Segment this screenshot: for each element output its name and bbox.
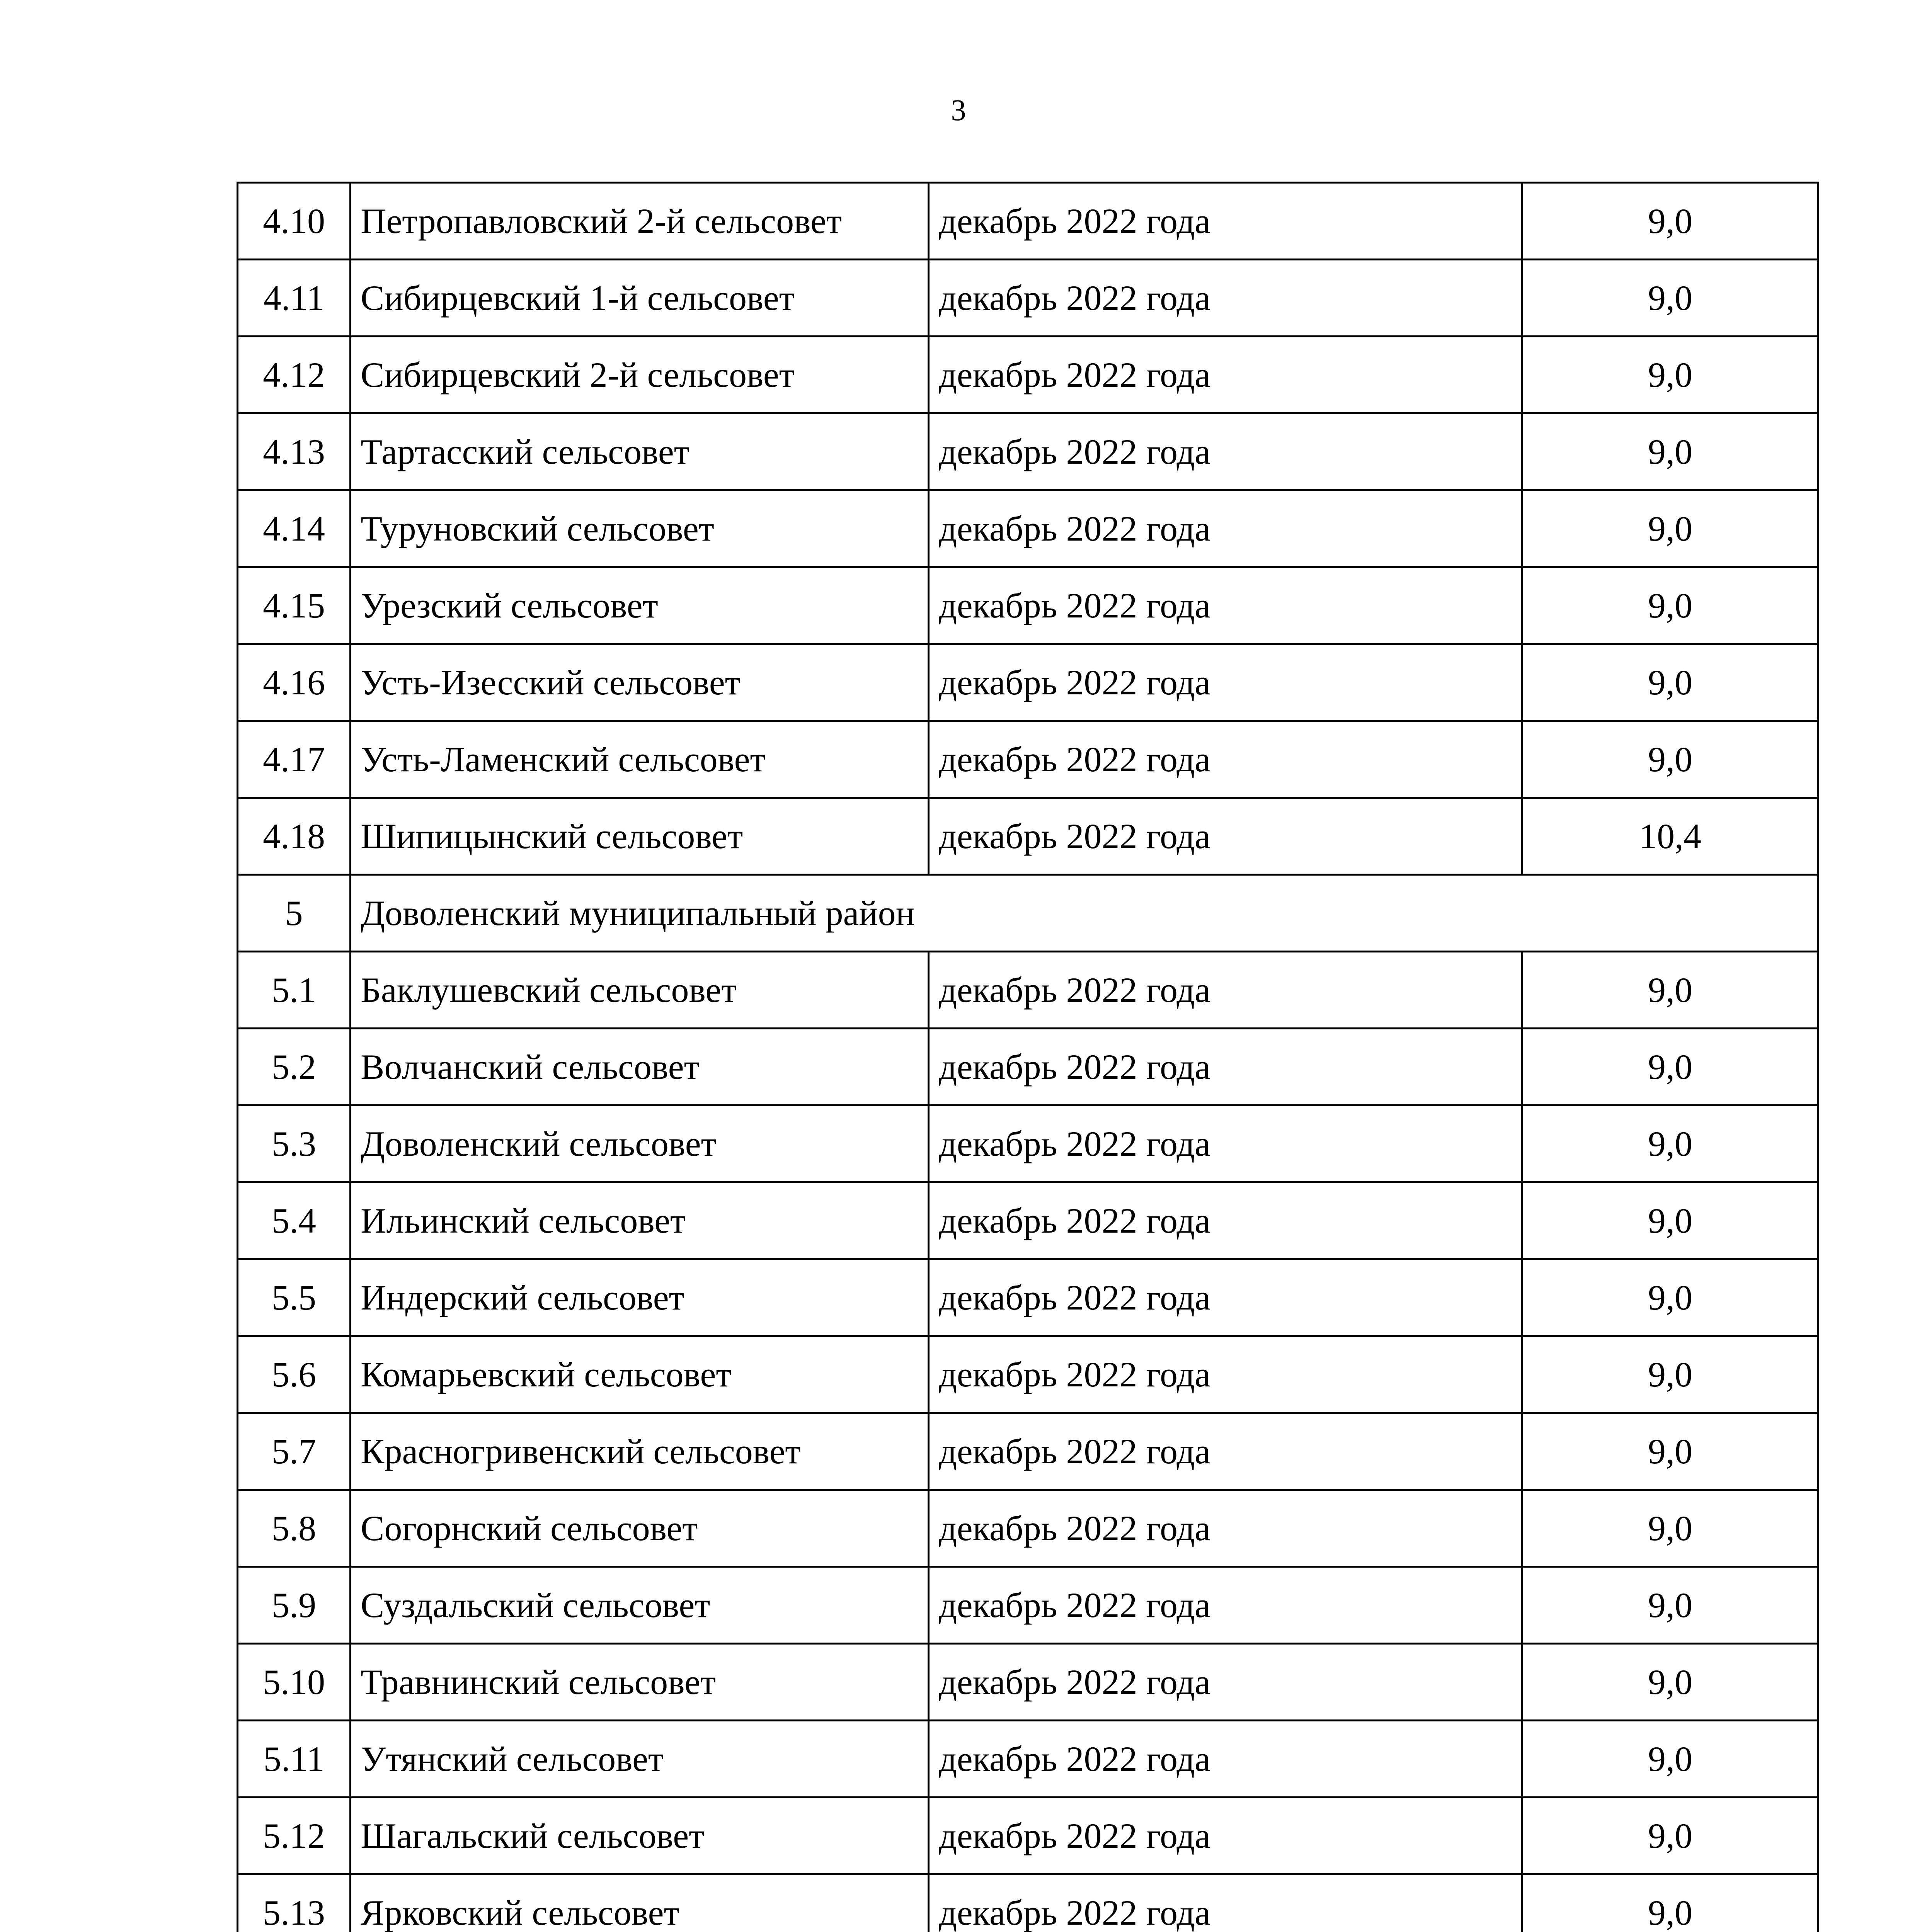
settlement-name: Ярковский сельсовет [351, 1874, 929, 1932]
table-row [238, 1644, 1818, 1721]
row-number: 5.11 [238, 1721, 351, 1798]
settlement-name: Комарьевский сельсовет [351, 1336, 929, 1413]
value-cell: 9,0 [1522, 567, 1818, 644]
settlement-name: Красногривенский сельсовет [351, 1413, 929, 1490]
settlement-name: Урезский сельсовет [351, 567, 929, 644]
value-cell: 9,0 [1522, 413, 1818, 490]
period-cell: декабрь 2022 года [929, 1798, 1522, 1874]
row-number: 5.7 [238, 1413, 351, 1490]
settlement-name: Суздальский сельсовет [351, 1567, 929, 1644]
period-cell: декабрь 2022 года [929, 337, 1522, 413]
row-number: 5.9 [238, 1567, 351, 1644]
row-number: 4.12 [238, 337, 351, 413]
row-number: 4.17 [238, 721, 351, 798]
period-cell: декабрь 2022 года [929, 1721, 1522, 1798]
value-cell: 9,0 [1522, 1644, 1818, 1721]
value-cell: 9,0 [1522, 1721, 1818, 1798]
value-cell: 9,0 [1522, 1567, 1818, 1644]
row-number: 5.4 [238, 1182, 351, 1259]
value-cell: 10,4 [1522, 798, 1818, 875]
value-cell: 9,0 [1522, 644, 1818, 721]
settlement-name: Шагальский сельсовет [351, 1798, 929, 1874]
data-table [237, 182, 1819, 1932]
row-number: 5 [238, 875, 351, 952]
value-cell: 9,0 [1522, 1029, 1818, 1105]
settlement-name: Индерский сельсовет [351, 1259, 929, 1336]
table-row [238, 567, 1818, 644]
settlement-name: Усть-Ламенский сельсовет [351, 721, 929, 798]
table-row [238, 1721, 1818, 1798]
period-cell: декабрь 2022 года [929, 1874, 1522, 1932]
value-cell: 9,0 [1522, 952, 1818, 1029]
value-cell: 9,0 [1522, 721, 1818, 798]
row-number: 5.6 [238, 1336, 351, 1413]
row-number: 5.12 [238, 1798, 351, 1874]
row-number: 5.8 [238, 1490, 351, 1567]
period-cell: декабрь 2022 года [929, 567, 1522, 644]
settlement-name: Баклушевский сельсовет [351, 952, 929, 1029]
row-number: 4.15 [238, 567, 351, 644]
period-cell: декабрь 2022 года [929, 1105, 1522, 1182]
row-number: 5.13 [238, 1874, 351, 1932]
settlement-name: Сибирцевский 1-й сельсовет [351, 260, 929, 337]
table-row [238, 413, 1818, 490]
settlement-name: Усть-Изесский сельсовет [351, 644, 929, 721]
table-row [238, 1798, 1818, 1874]
table-body [238, 183, 1818, 1932]
period-cell: декабрь 2022 года [929, 1336, 1522, 1413]
table-row [238, 644, 1818, 721]
row-number: 5.1 [238, 952, 351, 1029]
table-row [238, 1259, 1818, 1336]
table-row [238, 1413, 1818, 1490]
table-row [238, 1567, 1818, 1644]
period-cell: декабрь 2022 года [929, 798, 1522, 875]
settlement-name: Туруновский сельсовет [351, 490, 929, 567]
value-cell: 9,0 [1522, 490, 1818, 567]
settlement-name: Шипицынский сельсовет [351, 798, 929, 875]
value-cell: 9,0 [1522, 1259, 1818, 1336]
table-row [238, 1029, 1818, 1105]
row-number: 4.14 [238, 490, 351, 567]
period-cell: декабрь 2022 года [929, 1182, 1522, 1259]
settlement-name: Согорнский сельсовет [351, 1490, 929, 1567]
period-cell: декабрь 2022 года [929, 490, 1522, 567]
row-number: 5.5 [238, 1259, 351, 1336]
table-row [238, 1182, 1818, 1259]
period-cell: декабрь 2022 года [929, 183, 1522, 260]
table-row [238, 1105, 1818, 1182]
settlement-name: Тартасский сельсовет [351, 413, 929, 490]
value-cell: 9,0 [1522, 260, 1818, 337]
table-row [238, 490, 1818, 567]
row-number: 4.18 [238, 798, 351, 875]
period-cell: декабрь 2022 года [929, 1490, 1522, 1567]
settlement-name: Утянский сельсовет [351, 1721, 929, 1798]
table-row [238, 798, 1818, 875]
settlement-name: Сибирцевский 2-й сельсовет [351, 337, 929, 413]
table-row [238, 721, 1818, 798]
row-number: 5.2 [238, 1029, 351, 1105]
table-row [238, 337, 1818, 413]
settlement-name: Доволенский сельсовет [351, 1105, 929, 1182]
row-number: 5.10 [238, 1644, 351, 1721]
period-cell: декабрь 2022 года [929, 1644, 1522, 1721]
table-row [238, 1874, 1818, 1932]
value-cell: 9,0 [1522, 1874, 1818, 1932]
settlement-name: Травнинский сельсовет [351, 1644, 929, 1721]
period-cell: декабрь 2022 года [929, 260, 1522, 337]
page-number: 3 [951, 93, 966, 127]
table-row [238, 1336, 1818, 1413]
period-cell: декабрь 2022 года [929, 721, 1522, 798]
settlement-name: Ильинский сельсовет [351, 1182, 929, 1259]
settlement-name: Волчанский сельсовет [351, 1029, 929, 1105]
value-cell: 9,0 [1522, 183, 1818, 260]
table-row [238, 260, 1818, 337]
value-cell: 9,0 [1522, 1336, 1818, 1413]
value-cell: 9,0 [1522, 1182, 1818, 1259]
period-cell: декабрь 2022 года [929, 1259, 1522, 1336]
row-number: 4.10 [238, 183, 351, 260]
value-cell: 9,0 [1522, 1413, 1818, 1490]
table-row [238, 183, 1818, 260]
period-cell: декабрь 2022 года [929, 1029, 1522, 1105]
row-number: 5.3 [238, 1105, 351, 1182]
period-cell: декабрь 2022 года [929, 1567, 1522, 1644]
value-cell: 9,0 [1522, 1490, 1818, 1567]
section-row [238, 875, 1818, 952]
value-cell: 9,0 [1522, 1798, 1818, 1874]
district-name: Доволенский муниципальный район [351, 875, 1818, 952]
period-cell: декабрь 2022 года [929, 952, 1522, 1029]
settlement-name: Петропавловский 2-й сельсовет [351, 183, 929, 260]
row-number: 4.13 [238, 413, 351, 490]
table-row [238, 952, 1818, 1029]
table-row [238, 1490, 1818, 1567]
period-cell: декабрь 2022 года [929, 413, 1522, 490]
row-number: 4.16 [238, 644, 351, 721]
value-cell: 9,0 [1522, 337, 1818, 413]
value-cell: 9,0 [1522, 1105, 1818, 1182]
row-number: 4.11 [238, 260, 351, 337]
period-cell: декабрь 2022 года [929, 644, 1522, 721]
period-cell: декабрь 2022 года [929, 1413, 1522, 1490]
